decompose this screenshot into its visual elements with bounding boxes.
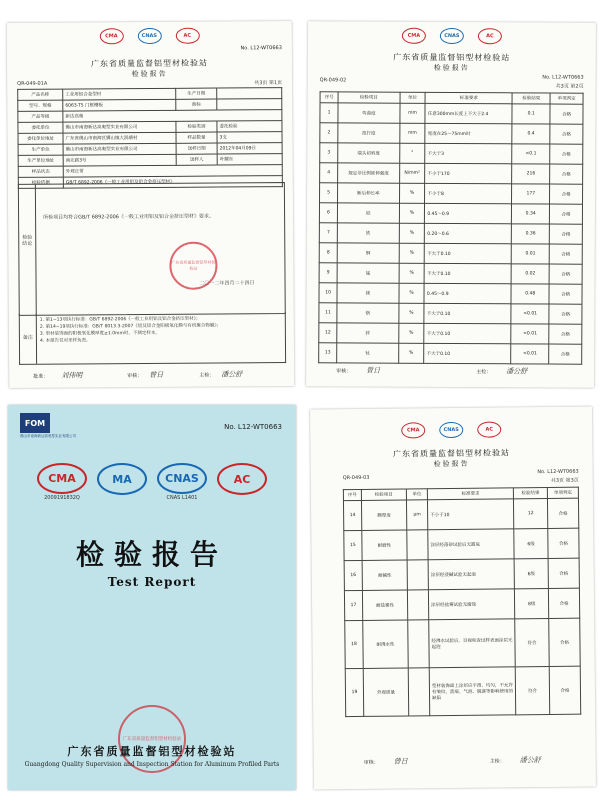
table-cell: 合格 — [549, 264, 582, 284]
info-label: 委托单位地址 — [18, 133, 63, 144]
info-value: 南北路3号 — [63, 154, 176, 166]
table-cell: % — [399, 183, 425, 203]
table-cell: 12 — [514, 499, 548, 529]
table-row — [319, 303, 582, 324]
approve-label: 批准： — [33, 373, 49, 380]
conclusion-label: 检验结论 — [22, 234, 33, 247]
table-cell: 5 — [320, 183, 338, 203]
org-title: 广东省质量监督铝型材检验站 — [393, 52, 511, 63]
org-title: 广东省质量监督铝型材检验站 — [392, 448, 511, 459]
table-cell: 3 — [320, 143, 338, 163]
table-cell: 合格 — [549, 244, 582, 264]
table-cell: 合格 — [549, 284, 582, 304]
table-cell: 锌 — [337, 323, 399, 343]
column-header: 单位 — [406, 489, 427, 500]
table-cell: 0.34 — [512, 204, 550, 224]
info-label: 生产单位 — [18, 144, 63, 155]
table-cell: 0.45～0.9 — [424, 283, 511, 303]
ac-logo: AC — [175, 28, 199, 44]
column-header: 单位 — [400, 92, 426, 103]
column-header: 序号 — [320, 92, 338, 103]
prepare-label: 主检： — [476, 369, 492, 376]
table-cell: 合格 — [550, 104, 583, 124]
table-row — [320, 183, 583, 204]
table-cell: 合格 — [549, 666, 580, 714]
table-cell: 锰 — [337, 263, 399, 283]
report-title: 检验报告 — [433, 63, 470, 73]
results-table — [343, 487, 581, 717]
table-row — [319, 283, 582, 304]
conclusion-text: 所检项目均符合GB/T 6892-2006《一般工业用铝及铝合金挤压型材》要求。 — [43, 213, 214, 221]
table-cell: ° — [399, 143, 425, 163]
cover-title-en: Test Report — [107, 575, 197, 589]
cover-logo — [96, 463, 148, 501]
seal-text: 广东省质量监督铝型材检验站 — [171, 259, 216, 271]
cover-logo — [216, 463, 268, 501]
info-value: GB/T 6892-2006《一般工业用铝及铝合金挤压型材》 — [63, 176, 282, 189]
prepare-signature: 潘公舒 — [506, 367, 528, 376]
cover-logos — [8, 463, 296, 501]
cma-logo: CMA — [99, 28, 123, 44]
table-cell: 端头切斜度 — [338, 143, 400, 163]
table-cell: 15 — [344, 530, 362, 560]
table-row — [320, 163, 583, 184]
info-value: 委托检验 — [217, 121, 282, 132]
prepare-signature: 潘公舒 — [221, 370, 243, 379]
table-cell: 0.36 — [512, 224, 550, 244]
report-number: No. L12-WT0663 — [537, 468, 579, 476]
table-cell: 涂层经落砂试验后无露底 — [428, 529, 514, 560]
org-title: 广东省质量监督铝型材检验站 — [90, 58, 209, 69]
report-page-1 — [7, 21, 295, 388]
table-cell: <0.01 — [511, 344, 549, 364]
table-cell: % — [398, 323, 424, 343]
table-row — [344, 558, 579, 590]
table-cell: 1 — [320, 103, 338, 123]
table-cell: 17 — [344, 590, 362, 620]
info-label: 商标 — [176, 99, 217, 110]
table-cell: 硅 — [337, 203, 399, 223]
remark-label: 备注 — [22, 334, 33, 341]
table-cell: 9 — [319, 263, 337, 283]
table-cell: 宽度在25～75mm时 — [425, 123, 512, 143]
table-cell: 合格 — [549, 324, 582, 344]
table-cell: 耐盐雾性 — [362, 590, 407, 620]
info-label: 产品名称 — [18, 89, 63, 100]
table-cell: 4 — [320, 163, 338, 183]
report-title: 检验报告 — [433, 459, 470, 469]
table-cell: 7 — [319, 223, 337, 243]
table-row — [319, 243, 582, 264]
table-row — [319, 343, 582, 364]
table-cell: 涂层经盐雾试验无腐蚀 — [428, 589, 514, 620]
fom-sub: 佛山市南海新达高奥型实业有限公司 — [20, 434, 76, 438]
cnas-logo: CNAS — [137, 28, 161, 44]
cover-org-en: Guangdong Quality Supervision and Inspection Station for Aluminum Profiled Parts — [24, 761, 280, 768]
table-cell: 铬 — [337, 303, 399, 323]
page-info: 共3页 第1页 — [254, 80, 283, 87]
table-cell: % — [399, 223, 425, 243]
column-header: 序号 — [343, 489, 361, 500]
column-header: 单项判定 — [547, 487, 578, 498]
table-cell: 铜 — [337, 243, 399, 263]
cover-logo — [156, 463, 208, 501]
info-table — [17, 87, 283, 189]
table-cell: 12 — [319, 323, 337, 343]
table-cell — [408, 620, 430, 668]
table-row — [345, 618, 580, 668]
ac-logo: AC — [477, 421, 501, 437]
form-code: QR-049-02 — [319, 77, 347, 84]
table-row — [319, 203, 582, 224]
ac-logo: AC — [478, 28, 502, 44]
info-value: 佛山市南海新达高奥型实业有限公司 — [63, 121, 176, 133]
cover-logo-mark: CNAS — [157, 463, 207, 494]
table-cell: 经沸水试验后，目视检查试样表面涂层无起泡 — [429, 619, 515, 668]
table-cell: 弯曲度 — [338, 103, 400, 123]
table-cell: 0.20～0.6 — [425, 223, 512, 243]
table-cell: 不大于0.10 — [424, 303, 511, 323]
prepare-signature: 潘公舒 — [519, 756, 541, 765]
table-cell: 不大于0.10 — [425, 243, 512, 263]
table-cell: 11 — [319, 303, 337, 323]
cover-logo-label: 2009191832Q — [44, 495, 80, 501]
table-cell: 合格 — [550, 124, 583, 144]
table-cell: 耐碱性 — [362, 560, 407, 590]
table-cell: 合格 — [549, 344, 582, 364]
table-row — [319, 323, 582, 344]
table-cell: 合格 — [550, 164, 583, 184]
info-label: 委托单位 — [18, 122, 63, 133]
report-number: No. L12-WT0663 — [240, 45, 282, 52]
cover-logo-mark: CMA — [37, 463, 87, 494]
table-cell: 0.1 — [512, 104, 550, 124]
table-cell: 0.01 — [512, 244, 550, 264]
table-cell: 6 — [319, 203, 337, 223]
column-header: 标准要求 — [425, 92, 512, 103]
table-cell: 型材装饰面上涂层应平滑、均匀，不允许有皱纹、流痕、气泡、脱落等影响使用的缺陷 — [429, 667, 515, 716]
info-value: 2012年04月09日 — [217, 143, 282, 154]
table-cell: 8 — [319, 243, 337, 263]
page-info: 共3页 第3页 — [550, 477, 579, 484]
remark-line: 2. 第14~19项执行标准：GB/T 8013.3-2007《铝及铝合金阳极氧化膜与有机聚合物膜》； — [39, 323, 222, 330]
cover-title: 检验报告 — [75, 538, 228, 571]
table-cell: 不小于10 — [428, 499, 514, 530]
info-label: 样品数量 — [176, 132, 217, 143]
table-cell: 膜厚度 — [361, 500, 406, 530]
info-value — [217, 99, 282, 110]
table-cell — [407, 530, 428, 560]
table-cell: 0.4 — [512, 124, 550, 144]
table-cell: 不大于3 — [425, 143, 512, 163]
info-value: 新达高奥 — [63, 110, 282, 123]
form-code: QR-049-03 — [342, 474, 370, 482]
remark-line: 3. 型材装饰面的阳极氧化膜厚度≥1.0mm时，不测定样本。 — [39, 330, 160, 337]
table-cell: % — [399, 263, 425, 283]
report-cover — [8, 405, 296, 790]
table-cell: 合格 — [548, 588, 579, 618]
table-cell: 0.45～0.9 — [425, 203, 512, 223]
table-cell: N/mm² — [399, 163, 425, 183]
table-cell — [408, 668, 430, 716]
info-label: 检验类别 — [176, 121, 217, 132]
info-label: 生产单位地址 — [18, 155, 63, 166]
table-cell: 6级 — [514, 559, 548, 589]
info-value: 6063-T5 门框槽板 — [63, 99, 176, 111]
table-row — [320, 123, 583, 144]
table-cell: <0.1 — [512, 144, 550, 164]
table-cell: 合格 — [548, 498, 579, 528]
table-cell: mm — [399, 123, 425, 143]
table-cell: 合格 — [548, 528, 579, 558]
info-value: 3支 — [217, 132, 282, 143]
table-cell: 合格 — [548, 558, 579, 588]
report-page-2 — [306, 21, 596, 388]
info-value: 广东省佛山市南海区狮山镇大涡塘村 — [63, 132, 176, 144]
info-value: 佛山市南海新达高奥型实业有限公司 — [63, 143, 176, 155]
table-cell: 规定非比例延伸强度 — [338, 163, 400, 183]
cma-logo: CMA — [402, 28, 426, 44]
table-cell: 任意300mm长度上不大于2.4 — [425, 103, 512, 123]
table-row — [344, 588, 579, 620]
table-cell: 合格 — [549, 304, 582, 324]
remark-box — [19, 312, 286, 365]
remark-line: 1. 第1~13项执行标准：GB/T 6892-2006《一般工业用铝及铝合金挤压型材》； — [39, 316, 201, 323]
report-page-3 — [310, 407, 596, 790]
table-row — [344, 528, 579, 560]
table-cell: 16 — [344, 560, 362, 590]
table-cell: 合格 — [550, 184, 583, 204]
table-cell: 不大于0.10 — [424, 323, 511, 343]
info-value — [217, 88, 282, 99]
column-header: 单项判定 — [550, 93, 583, 104]
table-row — [345, 666, 580, 716]
page-info: 共3页 第2页 — [555, 83, 584, 90]
table-row — [343, 498, 578, 530]
table-cell: 6级 — [514, 529, 548, 559]
table-cell: 8级 — [514, 588, 548, 618]
table-cell: 符合 — [515, 618, 550, 666]
table-cell: 外观质量 — [363, 668, 409, 716]
fom-logo: FOM — [20, 413, 50, 433]
info-value: 外观正常 — [63, 165, 282, 178]
table-cell: 镁 — [337, 283, 399, 303]
table-cell: 19 — [345, 668, 363, 716]
table-cell: <0.01 — [511, 324, 549, 344]
table-cell: 符合 — [515, 666, 550, 714]
table-cell: 177 — [512, 184, 550, 204]
table-cell: 断后伸长率 — [338, 183, 400, 203]
column-header: 检验项目 — [338, 92, 400, 103]
table-cell: 不小于8 — [425, 183, 512, 203]
table-cell: % — [399, 203, 425, 223]
table-cell: 不大于0.10 — [424, 263, 511, 283]
report-number: No. L12-WT0663 — [542, 74, 584, 81]
cover-logo-label: CNAS L1401 — [166, 495, 198, 501]
table-cell — [407, 560, 428, 590]
column-header: 检验结果 — [512, 93, 550, 104]
table-row — [320, 103, 583, 124]
table-cell — [407, 590, 428, 620]
review-label: 审核： — [363, 759, 379, 766]
table-cell: 0.48 — [511, 284, 549, 304]
table-cell: 合格 — [549, 224, 582, 244]
approve-signature: 刘伟明 — [61, 371, 83, 380]
prepare-label: 主检： — [199, 372, 215, 379]
table-cell: 13 — [319, 343, 337, 363]
table-cell: % — [398, 303, 424, 323]
cover-logo-mark: MA — [97, 463, 147, 495]
table-row — [319, 263, 582, 284]
table-cell: 钛 — [337, 343, 399, 363]
info-label: 型号、规格 — [18, 100, 63, 111]
prepare-label: 主检： — [489, 758, 505, 765]
review-label: 审核： — [336, 368, 352, 375]
table-cell: 18 — [345, 620, 363, 668]
info-label: 送样日期 — [176, 143, 217, 154]
table-cell: % — [399, 283, 425, 303]
cnas-logo: CNAS — [439, 422, 463, 438]
conclusion-box — [18, 182, 286, 316]
table-cell: 涂层经浸碱试验无起泡 — [428, 559, 514, 590]
info-value: 工业用铝合金型材 — [63, 88, 176, 100]
cma-logo: CMA — [401, 422, 425, 438]
review-signature: 曾日 — [366, 366, 381, 375]
table-cell: <0.01 — [511, 304, 549, 324]
table-row — [319, 223, 582, 244]
info-value: 叶耀东 — [217, 154, 282, 165]
table-cell: % — [399, 243, 425, 263]
table-cell: 耐沸水性 — [363, 620, 409, 668]
table-cell: 0.02 — [511, 264, 549, 284]
cnas-logo: CNAS — [440, 28, 464, 44]
table-cell: % — [398, 343, 424, 363]
column-header: 检验结果 — [513, 488, 547, 499]
cover-org: 广东省质量监督铝型材检验站 — [67, 745, 237, 758]
table-cell: 2 — [320, 123, 338, 143]
table-cell: 216 — [512, 164, 550, 184]
table-cell: 合格 — [550, 204, 583, 224]
info-label: 生产日期 — [176, 88, 217, 99]
table-cell: 不大于0.10 — [424, 343, 511, 363]
column-header: 标准要求 — [427, 488, 513, 500]
cover-logo-mark: AC — [217, 463, 267, 495]
results-table — [318, 91, 583, 364]
table-cell: 铁 — [337, 223, 399, 243]
cover-seal-text: 广东省质量监督铝型材检验站 — [122, 737, 182, 742]
cover-report-number: No. L12-WT0663 — [224, 423, 282, 431]
table-cell: 14 — [343, 500, 361, 530]
table-cell: 扭拧度 — [338, 123, 400, 143]
info-label: 产品等级 — [18, 111, 63, 122]
table-cell: 不小于170 — [425, 163, 512, 183]
table-cell: 合格 — [550, 144, 583, 164]
cover-logo — [36, 463, 88, 501]
info-label: 样品状态 — [18, 166, 63, 177]
review-signature: 曾日 — [393, 757, 408, 766]
report-title: 检验报告 — [131, 69, 168, 79]
table-row — [320, 143, 583, 164]
table-cell: 10 — [319, 283, 337, 303]
form-code: QR-049-01A — [17, 80, 48, 87]
review-signature: 曾日 — [149, 370, 164, 380]
remark-line: 4. 本报告仅对来样负责。 — [39, 338, 91, 344]
review-label: 审核： — [127, 373, 143, 380]
conclusion-date: 二〇一二年四月二十四日 — [199, 280, 255, 287]
table-cell: μm — [406, 500, 427, 530]
table-cell: 合格 — [549, 618, 580, 666]
inspection-seal — [169, 242, 217, 290]
table-cell: mm — [400, 103, 426, 123]
info-label: 检验依据 — [18, 177, 63, 188]
column-header: 检验项目 — [361, 489, 406, 500]
info-label: 送样人 — [176, 154, 217, 165]
table-cell: 耐磨性 — [362, 530, 407, 560]
